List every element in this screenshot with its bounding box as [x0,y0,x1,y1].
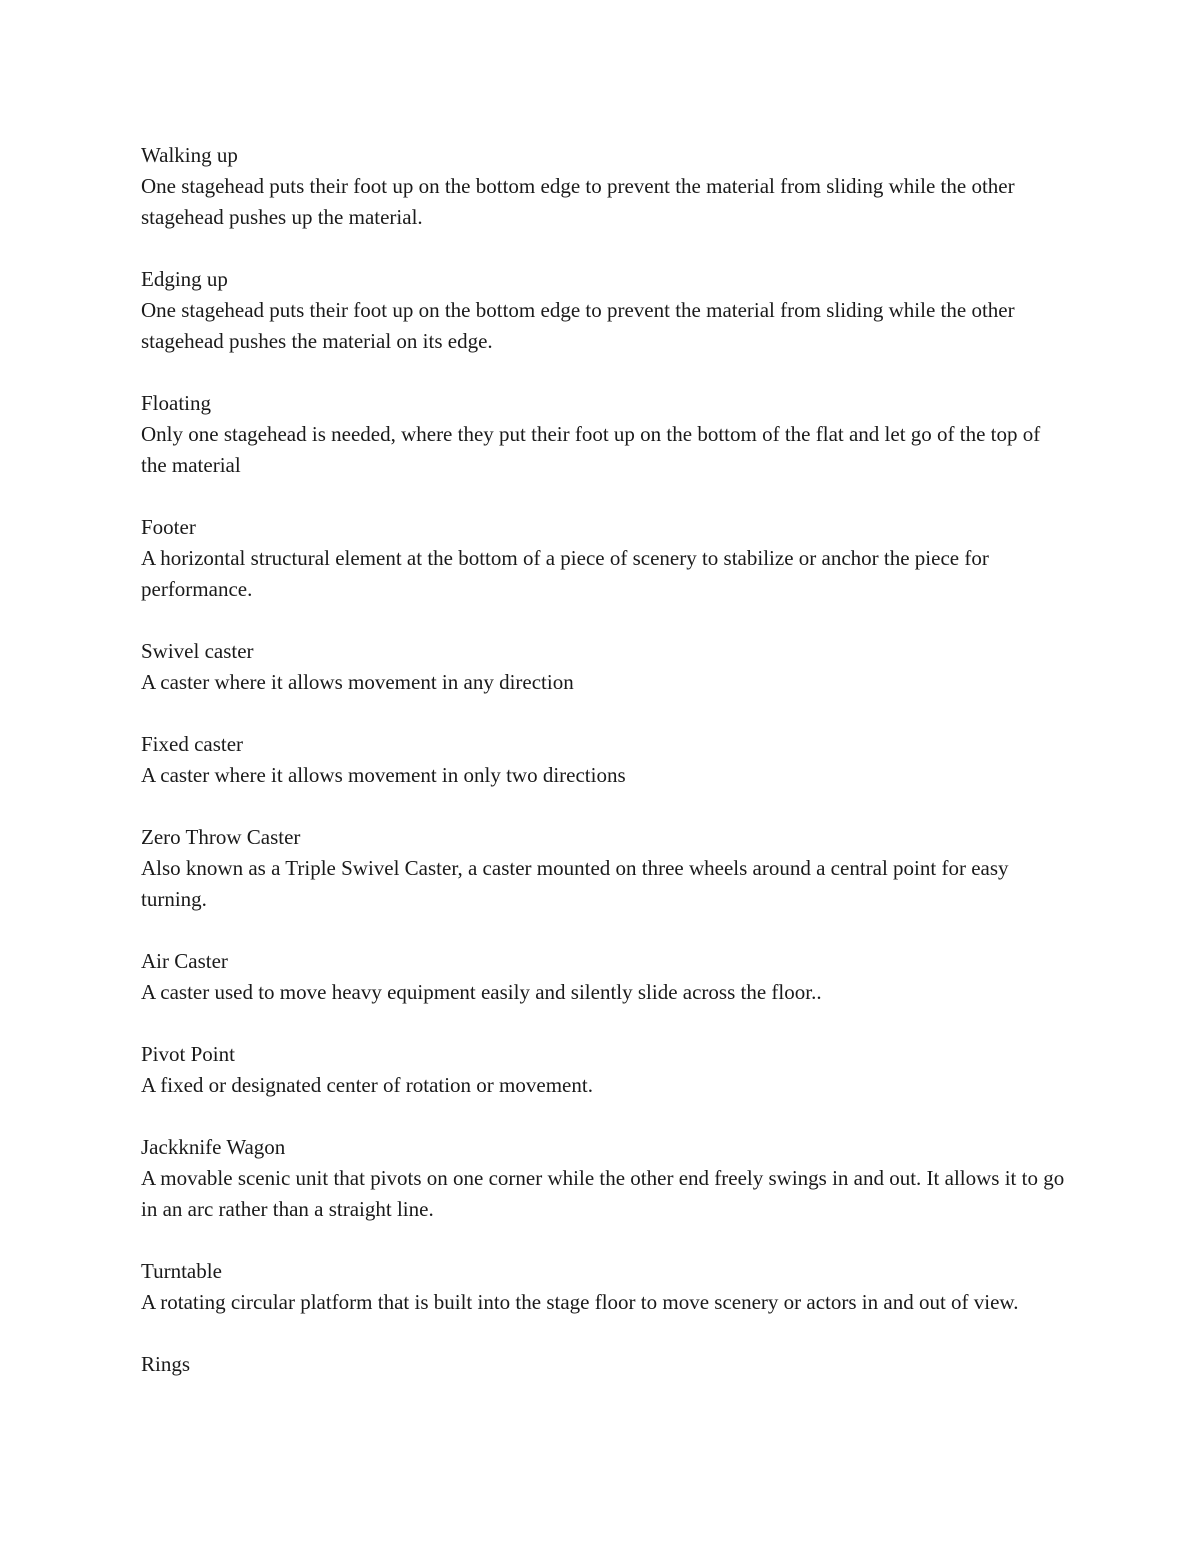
term-definition: A movable scenic unit that pivots on one corner while the other end freely swings in and out. It allows it to go in an arc rather than a straight line. [141,1166,1065,1221]
term-heading: Walking up [141,143,238,167]
glossary-entry [141,140,1071,233]
term-definition: A rotating circular platform that is built into the stage floor to move scenery or actors in and out of view. [141,1290,1019,1314]
glossary-entry [141,729,1071,791]
term-heading: Jackknife Wagon [141,1135,286,1159]
glossary-entry [141,822,1071,915]
term-heading: Footer [141,515,196,539]
term-definition: A caster where it allows movement in only two directions [141,763,626,787]
term-definition: A horizontal structural element at the bottom of a piece of scenery to stabilize or anchor the piece for performance. [141,546,989,601]
glossary-entry [141,1132,1071,1225]
glossary-entry [141,388,1071,481]
term-definition: One stagehead puts their foot up on the bottom edge to prevent the material from sliding while the other stagehead pushes the material on its edge. [141,298,1015,353]
glossary-entry [141,512,1071,605]
glossary-entry [141,1039,1071,1101]
term-definition: A caster used to move heavy equipment easily and silently slide across the floor.. [141,980,822,1004]
glossary-list [141,140,1071,1411]
term-definition: Only one stagehead is needed, where they put their foot up on the bottom of the flat and let go of the top of the material [141,422,1041,477]
glossary-entry [141,1349,1071,1380]
glossary-entry [141,636,1071,698]
term-definition: A caster where it allows movement in any direction [141,670,574,694]
term-heading: Pivot Point [141,1042,235,1066]
term-heading: Edging up [141,267,228,291]
term-heading: Fixed caster [141,732,244,756]
term-heading: Rings [141,1352,191,1376]
term-definition: Also known as a Triple Swivel Caster, a caster mounted on three wheels around a central point for easy turning. [141,856,1009,911]
term-heading: Air Caster [141,949,228,973]
glossary-entry [141,264,1071,357]
term-definition: A fixed or designated center of rotation or movement. [141,1073,593,1097]
term-heading: Swivel caster [141,639,254,663]
term-heading: Floating [141,391,212,415]
glossary-entry [141,1256,1071,1318]
term-definition: One stagehead puts their foot up on the bottom edge to prevent the material from sliding while the other stagehead pushes up the material. [141,174,1015,229]
term-heading: Zero Throw Caster [141,825,301,849]
term-heading: Turntable [141,1259,222,1283]
glossary-entry [141,946,1071,1008]
